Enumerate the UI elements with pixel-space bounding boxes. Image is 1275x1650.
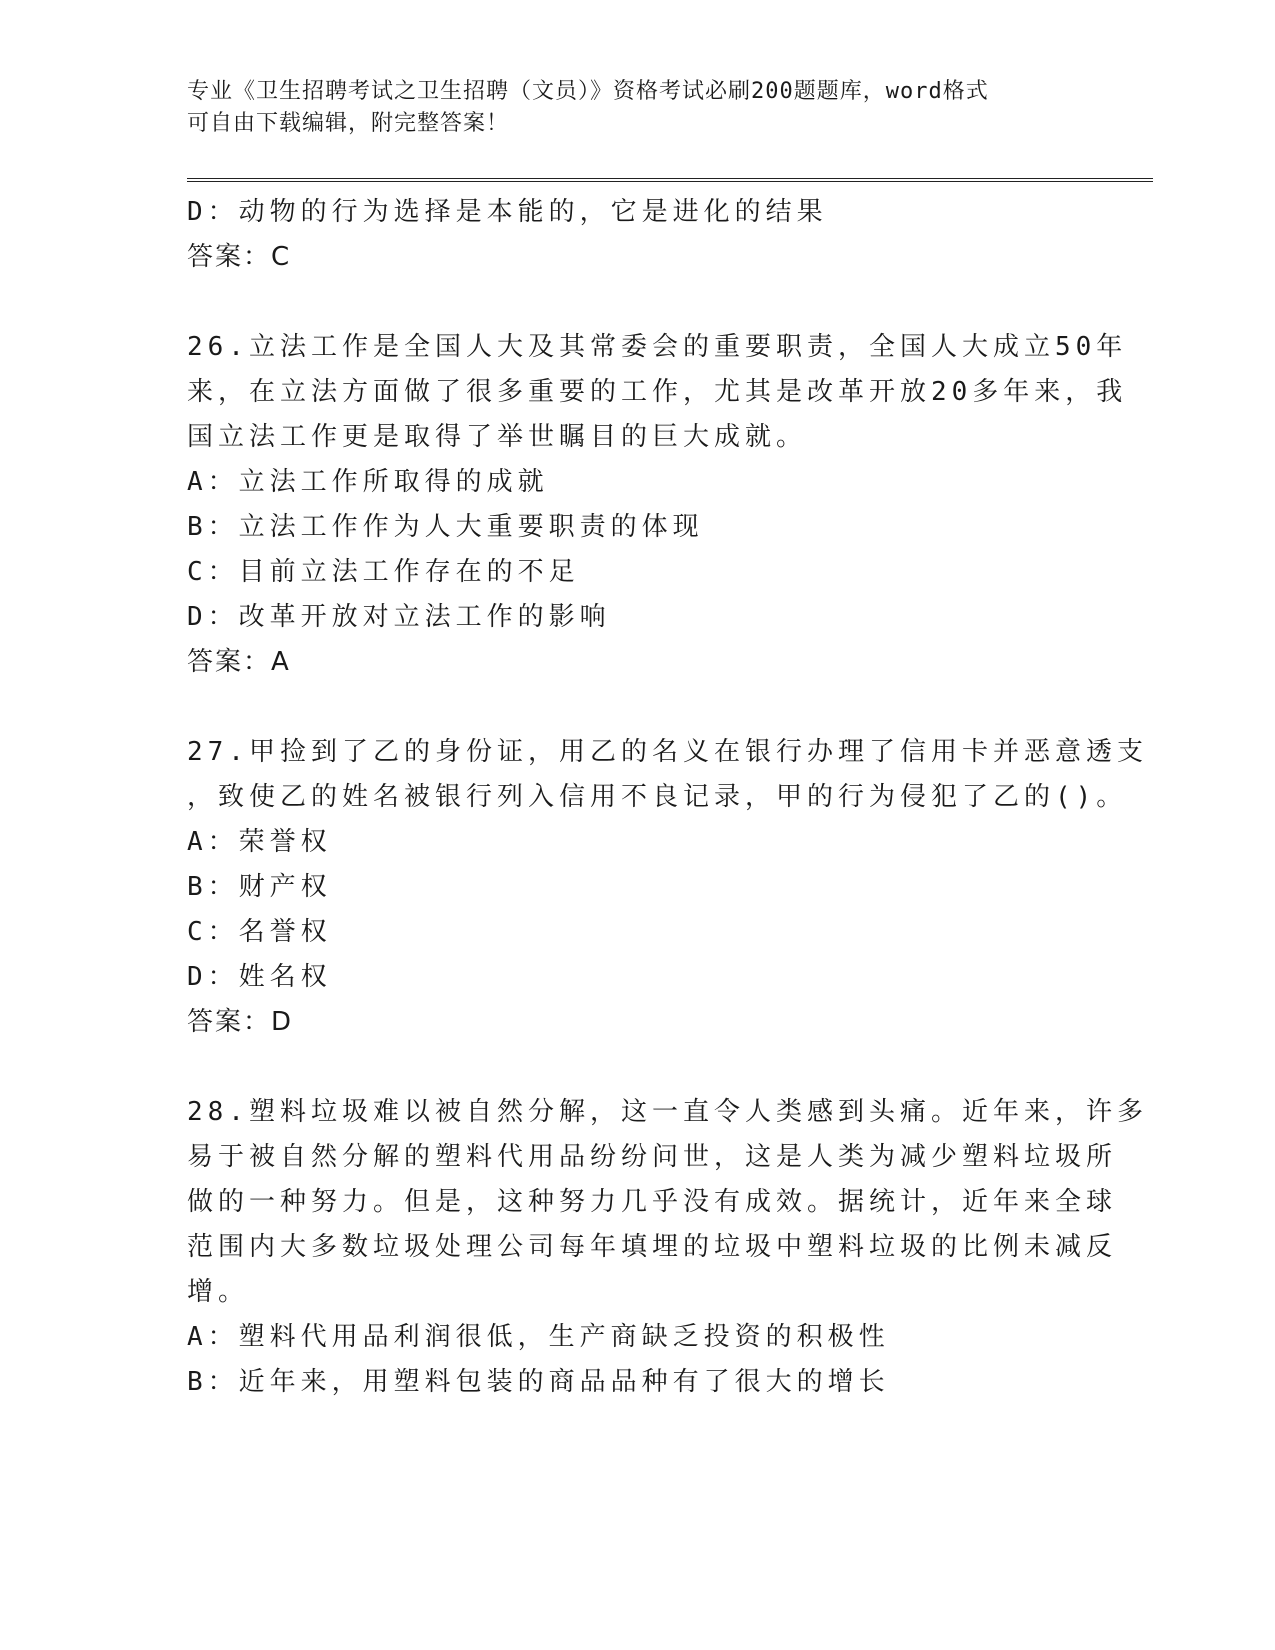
question-26-option-c: C：目前立法工作存在的不足 [187,557,580,587]
question-28 [187,1090,1148,1405]
question-27 [187,730,1148,1045]
question-26-option-a: A：立法工作所取得的成就 [187,467,549,497]
prev-answer: 答案：C [187,242,292,272]
spacer [187,685,1087,730]
question-26-line-2: 来，在立法方面做了很多重要的工作，尤其是改革开放20多年来，我 [187,377,1128,407]
question-27-option-b: B：财产权 [187,872,332,902]
question-27-option-c: C：名誉权 [187,917,332,947]
question-26-line-1: 26.立法工作是全国人大及其常委会的重要职责，全国人大成立50年 [187,332,1128,362]
question-27-option-a: A：荣誉权 [187,827,332,857]
question-28-line-4: 范围内大多数垃圾处理公司每年填埋的垃圾中塑料垃圾的比例未减反 [187,1232,1118,1262]
question-27-line-2: ，致使乙的姓名被银行列入信用不良记录，甲的行为侵犯了乙的()。 [187,782,1128,812]
question-27-answer: 答案：D [187,1007,294,1037]
question-27-option-d: D：姓名权 [187,962,332,992]
question-26-line-3: 国立法工作更是取得了举世瞩目的巨大成就。 [187,422,808,452]
header-line-1: 专业《卫生招聘考试之卫生招聘（文员）》资格考试必刷200题题库，word格式 [187,79,989,104]
header-divider [187,178,1153,182]
header-line-2: 可自由下载编辑，附完整答案！ [187,111,510,136]
prev-option-d: D：动物的行为选择是本能的，它是进化的结果 [187,197,828,227]
question-28-line-5: 增。 [187,1277,250,1307]
question-26-option-b: B：立法工作作为人大重要职责的体现 [187,512,704,542]
question-28-line-2: 易于被自然分解的塑料代用品纷纷问世，这是人类为减少塑料垃圾所 [187,1142,1118,1172]
question-26-answer: 答案：A [187,647,291,677]
question-26 [187,325,1128,685]
question-28-line-3: 做的一种努力。但是，这种努力几乎没有成效。据统计，近年来全球 [187,1187,1118,1217]
question-content [187,190,1148,1405]
question-26-option-d: D：改革开放对立法工作的影响 [187,602,611,632]
question-27-line-1: 27.甲捡到了乙的身份证，用乙的名义在银行办理了信用卡并恶意透支 [187,737,1148,767]
spacer [187,1045,1087,1090]
document-header [187,76,1067,140]
question-28-option-a: A：塑料代用品利润很低，生产商缺乏投资的积极性 [187,1322,890,1352]
question-28-line-1: 28.塑料垃圾难以被自然分解，这一直令人类感到头痛。近年来，许多 [187,1097,1148,1127]
spacer [187,280,1087,325]
question-28-option-b: B：近年来，用塑料包装的商品品种有了很大的增长 [187,1367,890,1397]
